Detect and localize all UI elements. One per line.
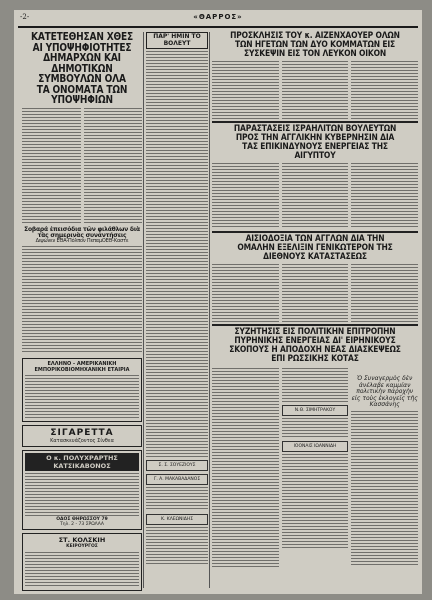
cigarette-ad — [22, 425, 142, 447]
secondary-subhead: Διψώνεν ΕΘΑ-Πόλπον ΠεπαμΟΕΘ-Καστε — [35, 237, 129, 244]
column-2-body-continued — [146, 309, 208, 457]
column-3-notice-1: Ν.Θ. ΣΙΜΗΤΡΑΚΟΥ — [282, 405, 349, 416]
column-2-notice-2: Γ. Α. ΜΑΚΑΒΑΔΑΝΟΣ — [146, 474, 208, 485]
newspaper-page — [14, 10, 422, 594]
secondary-headline: Σοβαρά ἐπεισόδια τῶν φιλάθλων διὰ τὰς σημερινὰς συναντήσεις — [24, 225, 140, 239]
doctor-ad — [22, 450, 142, 531]
header-rule — [18, 26, 418, 28]
surgeon-name: ΣΤ. ΚΟΛΣΚΙΗ — [58, 536, 106, 545]
politiki-article-body — [212, 368, 279, 568]
column-3-notice-2: ΙΟΟΝΑΙΣ ΙΩΑΝΝΙΔΗ — [282, 441, 349, 452]
synagermos-article-body — [351, 411, 418, 567]
eisenhower-article-body — [212, 61, 418, 119]
secondary-article-body — [22, 246, 142, 354]
israel-article-body — [212, 163, 418, 229]
column-2-body — [146, 51, 208, 307]
page-number: -2- — [20, 13, 30, 21]
newspaper-name: «ΘΑΡΡΟΣ» — [193, 13, 243, 21]
synagermos-headline: Ὁ Συναγερμὸς δὲν ἀνέλαβε καμμίαν πολιτικὴν παροχὴν εἰς τοὺς ἐκλογεῖς τῆς Κασσάνης — [351, 375, 418, 409]
main-article-body — [22, 108, 142, 224]
organization-ad-title: ΕΛΛΗΝΟ - ΑΜΕΡΙΚΑΝΙΚΗ ΕΜΠΟΡΙΚΟΒΙΟΜΗΧΑΝΙΚΗ ΕΤΑΙΡΙΑ — [34, 360, 130, 373]
cigarette-line: Κατασκευάζοντος Σίνθεα — [50, 437, 114, 444]
eisenhower-headline: ΠΡΟΣΚΛΗΣΙΣ ΤΟΥ κ. ΑΙΖΕΝΧΑΟΥΕΡ ΟΛΩΝ ΤΩΝ ΗΓΕΤΩΝ ΤΩΝ ΔΥΟ ΚΟΜΜΑΤΩΝ ΕΙΣ ΣΥΣΚΕΨΙΝ ΕΙΣ ΤΟΝ ΛΕΥΚΟΝ ΟΙΚΟΝ — [230, 31, 400, 59]
column-3 — [212, 32, 418, 568]
column-1 — [22, 32, 142, 591]
column-2-notice-3: Κ. ΚΛΕΩΝΙΔΗΣ — [146, 514, 208, 525]
doctor-address: ΟΔΟΣ ΘΗΡΩΣΣΟΥ 79 — [56, 516, 108, 522]
column-2 — [146, 32, 208, 565]
organization-ad — [22, 358, 142, 422]
angloi-headline: ΑΙΣΙΟΔΟΞΙΑ ΤΩΝ ΑΓΓΛΩΝ ΔΙΑ ΤΗΝ ΟΜΑΛΗΝ ΕΞΕΛΙΞΙΝ ΓΕΝΙΚΩΤΕΡΟΝ ΤΗΣ ΔΙΕΘΝΟΥΣ ΚΑΤΑΣΤΑΣΕΩΣ — [237, 234, 393, 262]
angloi-article-body — [212, 264, 418, 322]
doctor-phone: Τηλ. 2 - 73 ΣΡΩΛΑΑ — [60, 521, 104, 527]
politiki-headline: ΣΥΖΗΤΗΣΙΣ ΕΙΣ ΠΟΛΙΤΙΚΗΝ ΕΠΙΤΡΟΠΗΝ ΠΥΡΗΝΙΚΗΣ ΕΝΕΡΓΕΙΑΣ ΔΙ' ΕΙΡΗΝΙΚΟΥΣ ΣΚΟΠΟΥΣ Η ΑΠΟΔΟΧΗ ΝΕΑΣ ΔΙΑΣΚΕΨΕΩΣ ΕΠΙ ΡΩΣΣΙΚΗΣ ΚΟΤΑΣ — [229, 327, 401, 364]
surgeon-ad — [22, 533, 142, 590]
surgeon-profession: ΚΕΙΡΟΥΡΓΟΣ — [66, 544, 98, 550]
column-divider — [209, 32, 210, 588]
column-divider — [143, 32, 144, 588]
column-2-notice-1: Σ. Σ. ΣΟΥΕΖΙΟΥΣ — [146, 460, 208, 471]
column-2-heading: ΠΑΡ' ΗΜΙΝ ΤΟ ΒΟΛΕΥΤ — [146, 32, 208, 49]
running-header — [14, 10, 422, 24]
doctor-name: Ο κ. ΠΟΛΥΧΡΑΡΤΗΣ ΚΑΤΣΙΚΑΒΟΝΟΣ — [25, 453, 139, 471]
cigarette-brand: ΣΙΓΑΡΕΤΤΑ — [50, 427, 114, 438]
main-headline: ΚΑΤΕΤΕΘΗΣΑΝ ΧΘΕΣ ΑΙ ΥΠΟΨΗΦΙΟΤΗΤΕΣ ΔΗΜΑΡΧΩΝ ΚΑΙ ΔΗΜΟΤΙΚΩΝ ΣΥΜΒΟΥΛΩΝ ΟΛΑ ΤΑ ΟΝΟΜΑΤΑ ΤΩΝ ΥΠΟΨΗΦΙΩΝ — [31, 31, 133, 106]
israel-headline: ΠΑΡΑΣΤΑΣΕΙΣ ΙΣΡΑΗΛΙΤΩΝ ΒΟΥΛΕΥΤΩΝ ΠΡΟΣ ΤΗΝ ΑΓΓΛΙΚΗΝ ΚΥΒΕΡΝΗΣΙΝ ΔΙΑ ΤΑΣ ΕΠΙΚΙΝΔΥΝΟΥΣ ΕΝΕΡΓΕΙΑΣ ΤΗΣ ΑΙΓΥΠΤΟΥ — [233, 124, 397, 161]
